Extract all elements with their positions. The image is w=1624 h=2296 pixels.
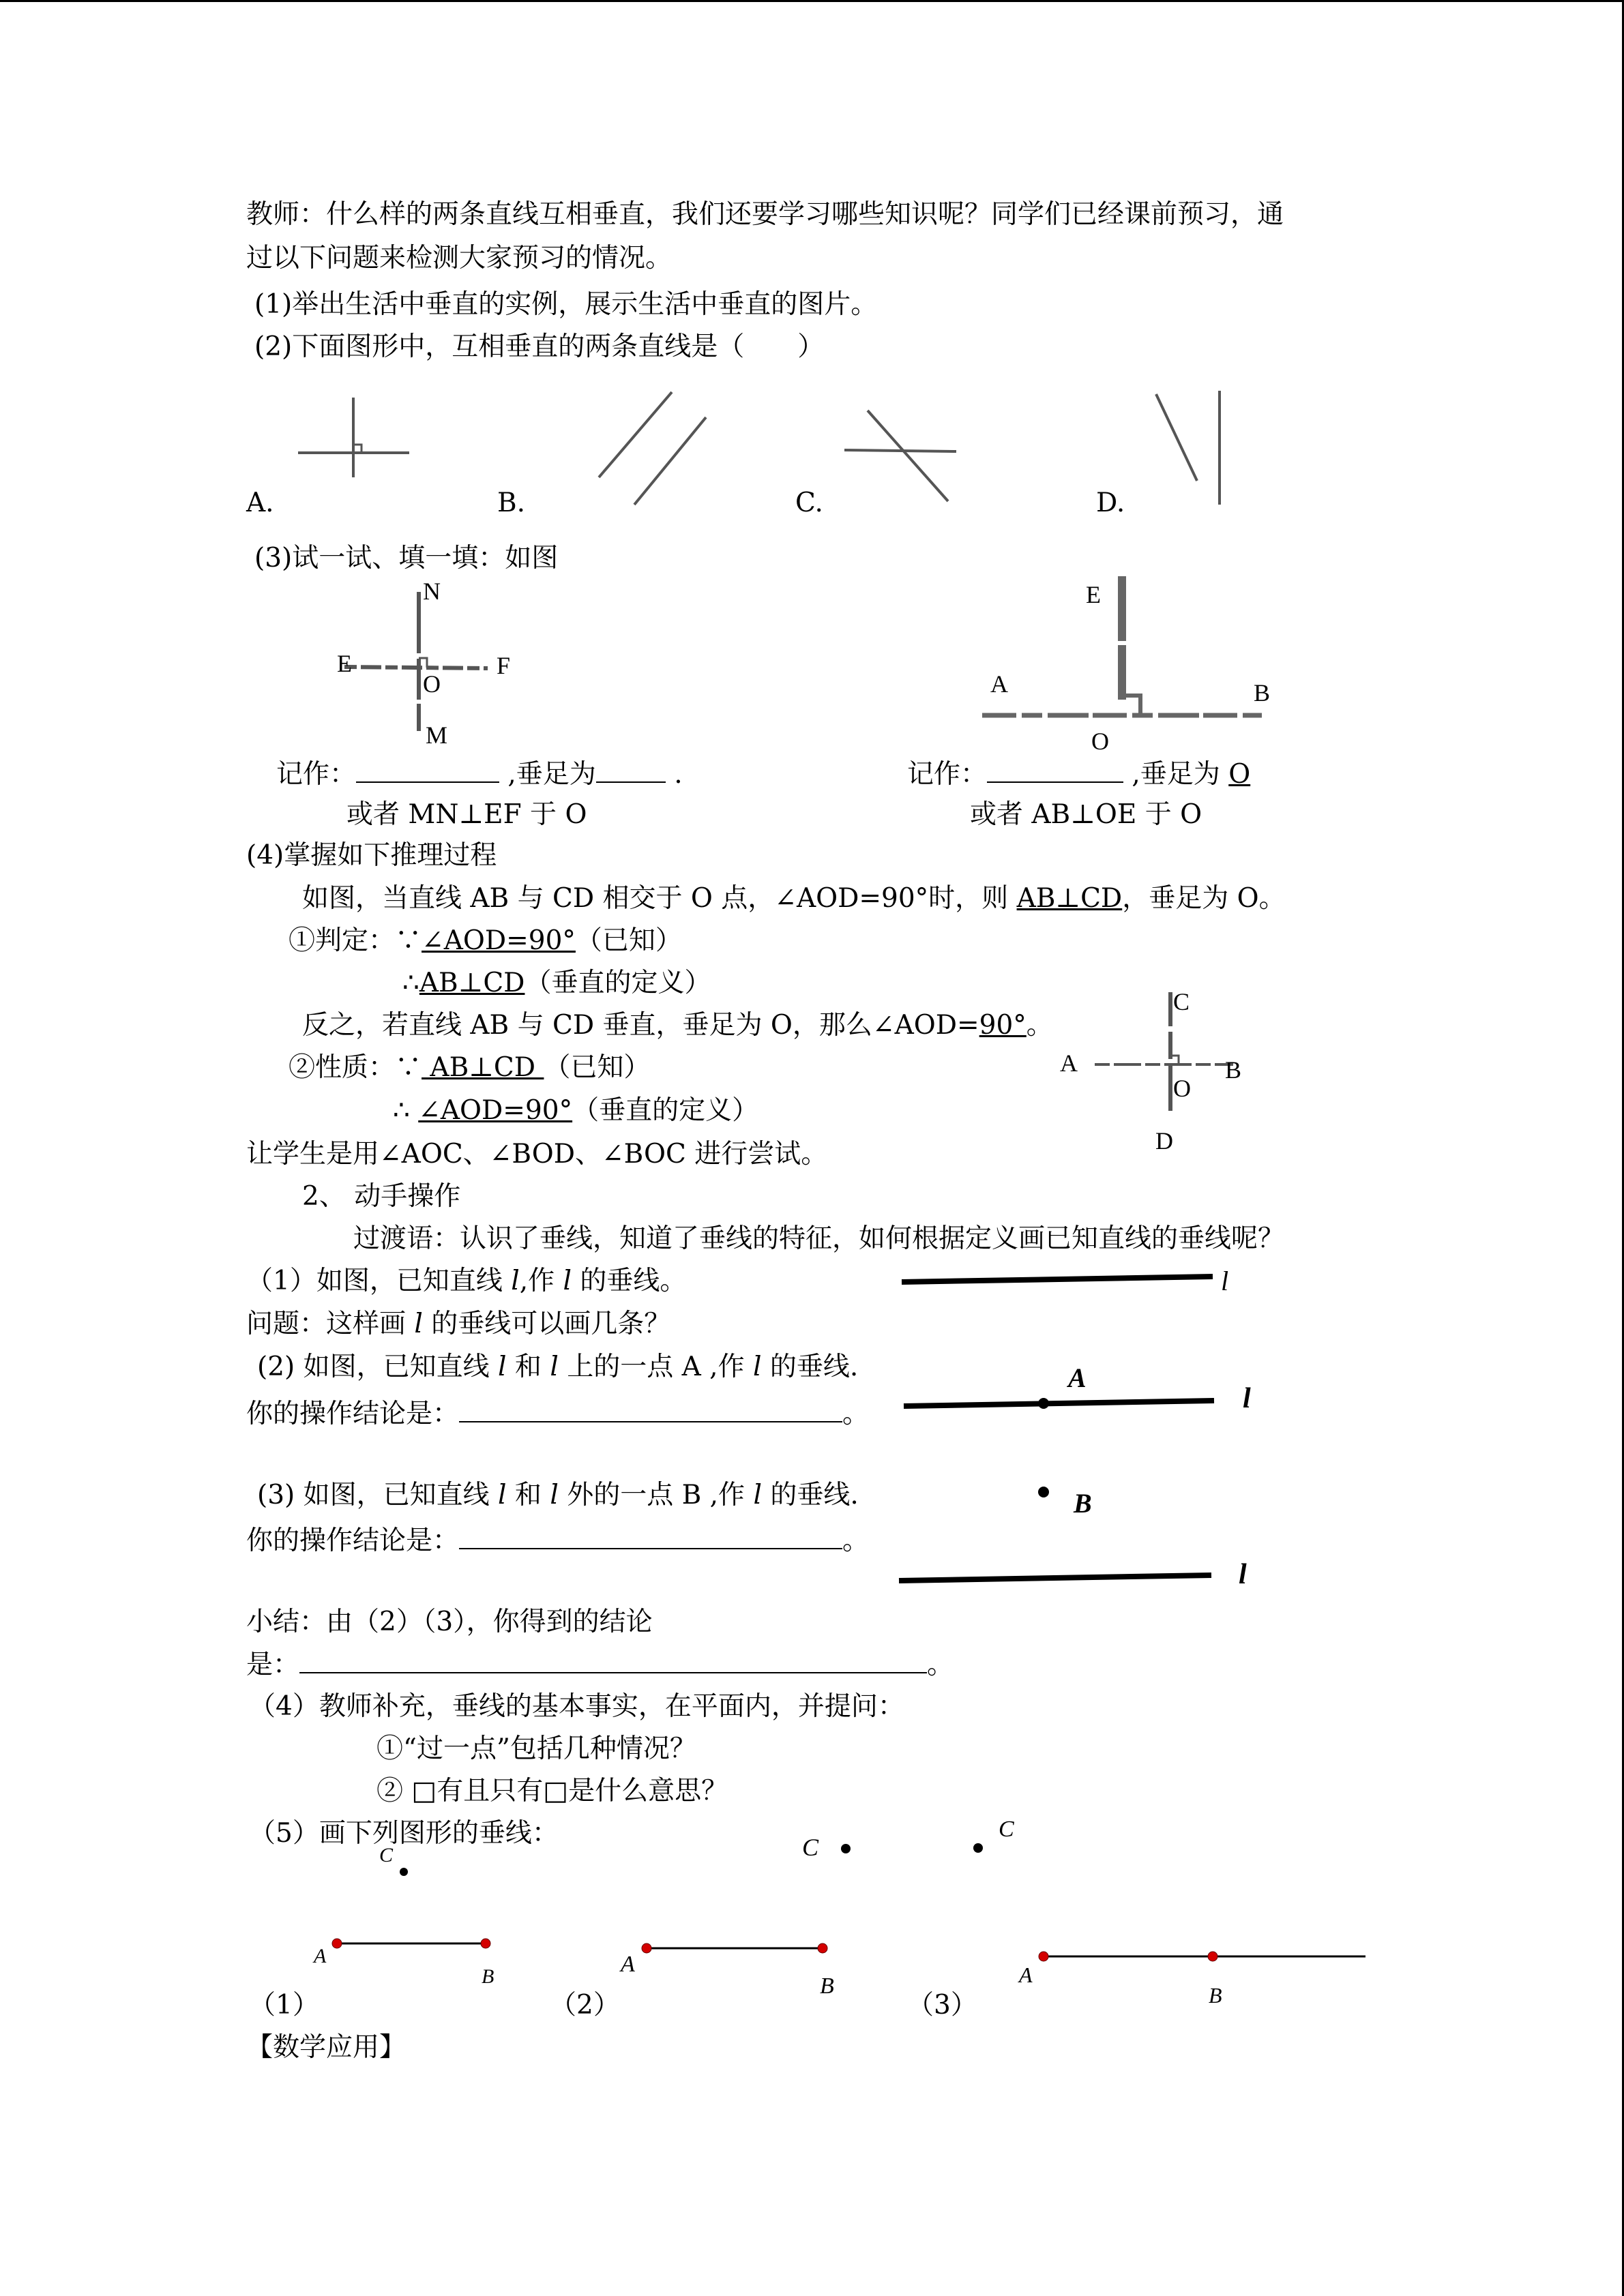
fig5-2-label-b: B — [820, 1973, 834, 1999]
teacher-supplement: （4）教师补充，垂线的基本事实，在平面内，并提问： — [249, 1691, 904, 1722]
foot-label: ,垂足为 — [1123, 759, 1229, 790]
therefore-answer: AB⊥CD — [419, 968, 525, 998]
step3-post: 的垂线. — [761, 1480, 859, 1510]
point-b — [818, 1943, 827, 1953]
fig2-label-e: E — [1086, 581, 1101, 608]
supplement-question-2: ② □有且只有□是什么意思？ — [377, 1776, 728, 1806]
q4-label-o: O — [1173, 1075, 1191, 1102]
line-l: l — [550, 1352, 559, 1382]
line-l: l — [498, 1480, 507, 1510]
fig1-label-o: O — [423, 670, 441, 698]
fig5-1-label-b: B — [482, 1965, 494, 1988]
point-a — [1039, 1952, 1048, 1961]
fig5-2-label-c: C — [802, 1834, 819, 1861]
fig1-label-l: l — [1221, 1266, 1229, 1296]
step2-pre: (2) 如图，已知直线 — [257, 1352, 499, 1382]
option-d-label: D. — [1096, 488, 1125, 518]
property-pre: ②性质：∵ — [289, 1052, 422, 1083]
fig2-label-b: B — [1254, 679, 1271, 706]
line-l: l — [414, 1309, 423, 1339]
fig5-3-number: （3） — [907, 1990, 977, 2021]
converse-answer: 90° — [979, 1010, 1027, 1041]
question-3: (3)试一试、填一填：如图 — [254, 543, 559, 573]
question-1: (1)举出生活中垂直的实例，展示生活中垂直的图片。 — [254, 289, 878, 320]
point-b — [481, 1939, 490, 1948]
judge-answer: ∠AOD=90° — [422, 925, 576, 956]
option-a-label: A. — [246, 488, 274, 518]
fig5-1-label-a: A — [314, 1945, 327, 1967]
property2-pre: ∴ — [393, 1095, 419, 1126]
draw-figure-3 — [973, 1843, 1365, 1961]
q4-line1-post: ，垂足为 O。 — [1122, 883, 1286, 914]
fig1-label-n: N — [423, 578, 441, 605]
converse-post: 。 — [1026, 1010, 1053, 1041]
fig1-label-m: M — [426, 721, 448, 749]
question-pre: 问题：这样画 — [246, 1309, 415, 1339]
point-c — [400, 1868, 408, 1876]
therefore-pre: ∴ — [402, 968, 419, 998]
fig2-label-a: A — [990, 670, 1008, 698]
supplement-question-1: ①“过一点”包括几种情况？ — [377, 1733, 696, 1764]
conclusion-end: 。 — [842, 1399, 870, 1429]
summary-end: 。 — [927, 1650, 954, 1680]
conclusion-end: 。 — [842, 1525, 870, 1556]
fig5-1-label-c: C — [379, 1844, 394, 1866]
fig5-3-label-a: A — [1019, 1963, 1033, 1987]
transition-text: 过渡语：认识了垂线，知道了垂线的特征，如何根据定义画已知直线的垂线呢？ — [353, 1223, 1285, 1254]
fig5-1-number: （1） — [249, 1990, 319, 2021]
step3-pre: (3) 如图，已知直线 — [257, 1480, 499, 1510]
point-a — [332, 1939, 342, 1948]
fig2-label-o: O — [1091, 728, 1109, 755]
step3-mid2: 外的一点 B ,作 — [558, 1480, 754, 1510]
step1-pre: （1）如图，已知直线 — [246, 1266, 512, 1296]
conclusion-label: 你的操作结论是： — [246, 1399, 460, 1429]
fig1-label-e: E — [337, 650, 352, 677]
line-l: l — [511, 1266, 520, 1296]
point-c — [841, 1844, 851, 1853]
line-l: l — [563, 1266, 572, 1296]
fig2-label-l: l — [1243, 1383, 1251, 1414]
step2-mid1: 和 — [506, 1352, 550, 1382]
q4-try: 让学生是用∠AOC、∠BOD、∠BOC 进行尝试。 — [246, 1139, 828, 1169]
point-a — [642, 1943, 651, 1953]
step1-post: 的垂线。 — [571, 1266, 687, 1296]
summary-line-1: 小结：由（2）（3），你得到的结论 — [246, 1607, 653, 1637]
converse-pre: 反之，若直线 AB 与 CD 垂直，垂足为 O，那么∠AOD= — [302, 1010, 979, 1041]
line-l: l — [753, 1480, 762, 1510]
q3-left-or: 或者 MN⊥EF 于 O — [346, 799, 587, 830]
step3-mid1: 和 — [506, 1480, 550, 1510]
property-answer: AB⊥CD — [422, 1052, 544, 1083]
step1-mid: ,作 — [519, 1266, 563, 1296]
fig5-2-label-a: A — [621, 1952, 635, 1977]
record-prefix: 记作： — [907, 759, 988, 790]
judge-pre: ①判定：∵ — [289, 925, 422, 956]
option-c-label: C. — [795, 488, 823, 518]
q4-label-c: C — [1173, 988, 1190, 1015]
point-b — [1208, 1952, 1217, 1961]
intro-line-2: 过以下问题来检测大家预习的情况。 — [246, 243, 673, 273]
question-2: (2)下面图形中，互相垂直的两条直线是（ ） — [254, 331, 825, 362]
fig3-label-b: B — [1074, 1488, 1092, 1519]
property-post: （已知） — [544, 1052, 651, 1083]
math-application-title: 【数学应用】 — [246, 2032, 407, 2063]
property2-post: （垂直的定义） — [572, 1095, 759, 1126]
line-l: l — [752, 1352, 762, 1382]
q4-label-d: D — [1155, 1127, 1173, 1154]
judge-post: （已知） — [575, 925, 682, 956]
record-end: . — [665, 759, 683, 790]
question-post: 的垂线可以画几条？ — [422, 1309, 671, 1339]
line-l: l — [498, 1352, 507, 1382]
intro-line-1: 教师：什么样的两条直线互相垂直，我们还要学习哪些知识呢？同学们已经课前预习，通 — [246, 199, 1284, 230]
q4-line1-pre: 如图，当直线 AB 与 CD 相交于 O 点，∠AOD=90°时，则 — [302, 883, 1017, 914]
q4-label-a: A — [1060, 1049, 1078, 1077]
fig2-label-a: A — [1068, 1362, 1087, 1393]
fig3-label-l: l — [1239, 1559, 1247, 1590]
q4-label-b: B — [1225, 1056, 1242, 1084]
option-b-label: B. — [497, 488, 526, 518]
conclusion-label: 你的操作结论是： — [246, 1525, 460, 1556]
fig5-2-number: （2） — [550, 1990, 620, 2021]
property2-answer: ∠AOD=90° — [418, 1095, 573, 1126]
draw-figure-2 — [642, 1844, 851, 1953]
q4-line1-answer: AB⊥CD — [1016, 883, 1123, 914]
step2-post: 的垂线. — [761, 1352, 859, 1382]
fig1-label-f: F — [497, 652, 511, 679]
section-2-title: 2、 动手操作 — [302, 1181, 461, 1212]
q4-title: (4)掌握如下推理过程 — [246, 840, 497, 871]
point-c — [973, 1843, 983, 1853]
step2-mid2: 上的一点 A ,作 — [558, 1352, 753, 1382]
fig5-3-label-c: C — [999, 1817, 1014, 1842]
fig5-3-label-b: B — [1209, 1983, 1222, 2008]
summary-pre: 是： — [246, 1650, 300, 1680]
draw-perpendicular-task: （5）画下列图形的垂线： — [249, 1818, 559, 1849]
record-prefix: 记作： — [276, 759, 357, 790]
q3-right-or: 或者 AB⊥OE 于 O — [970, 799, 1202, 830]
line-l: l — [550, 1480, 559, 1510]
foot-label: ,垂足为 — [499, 759, 596, 790]
therefore-post: （垂直的定义） — [525, 968, 711, 998]
right-foot-answer: O — [1228, 759, 1251, 790]
draw-figure-1 — [332, 1868, 490, 1948]
